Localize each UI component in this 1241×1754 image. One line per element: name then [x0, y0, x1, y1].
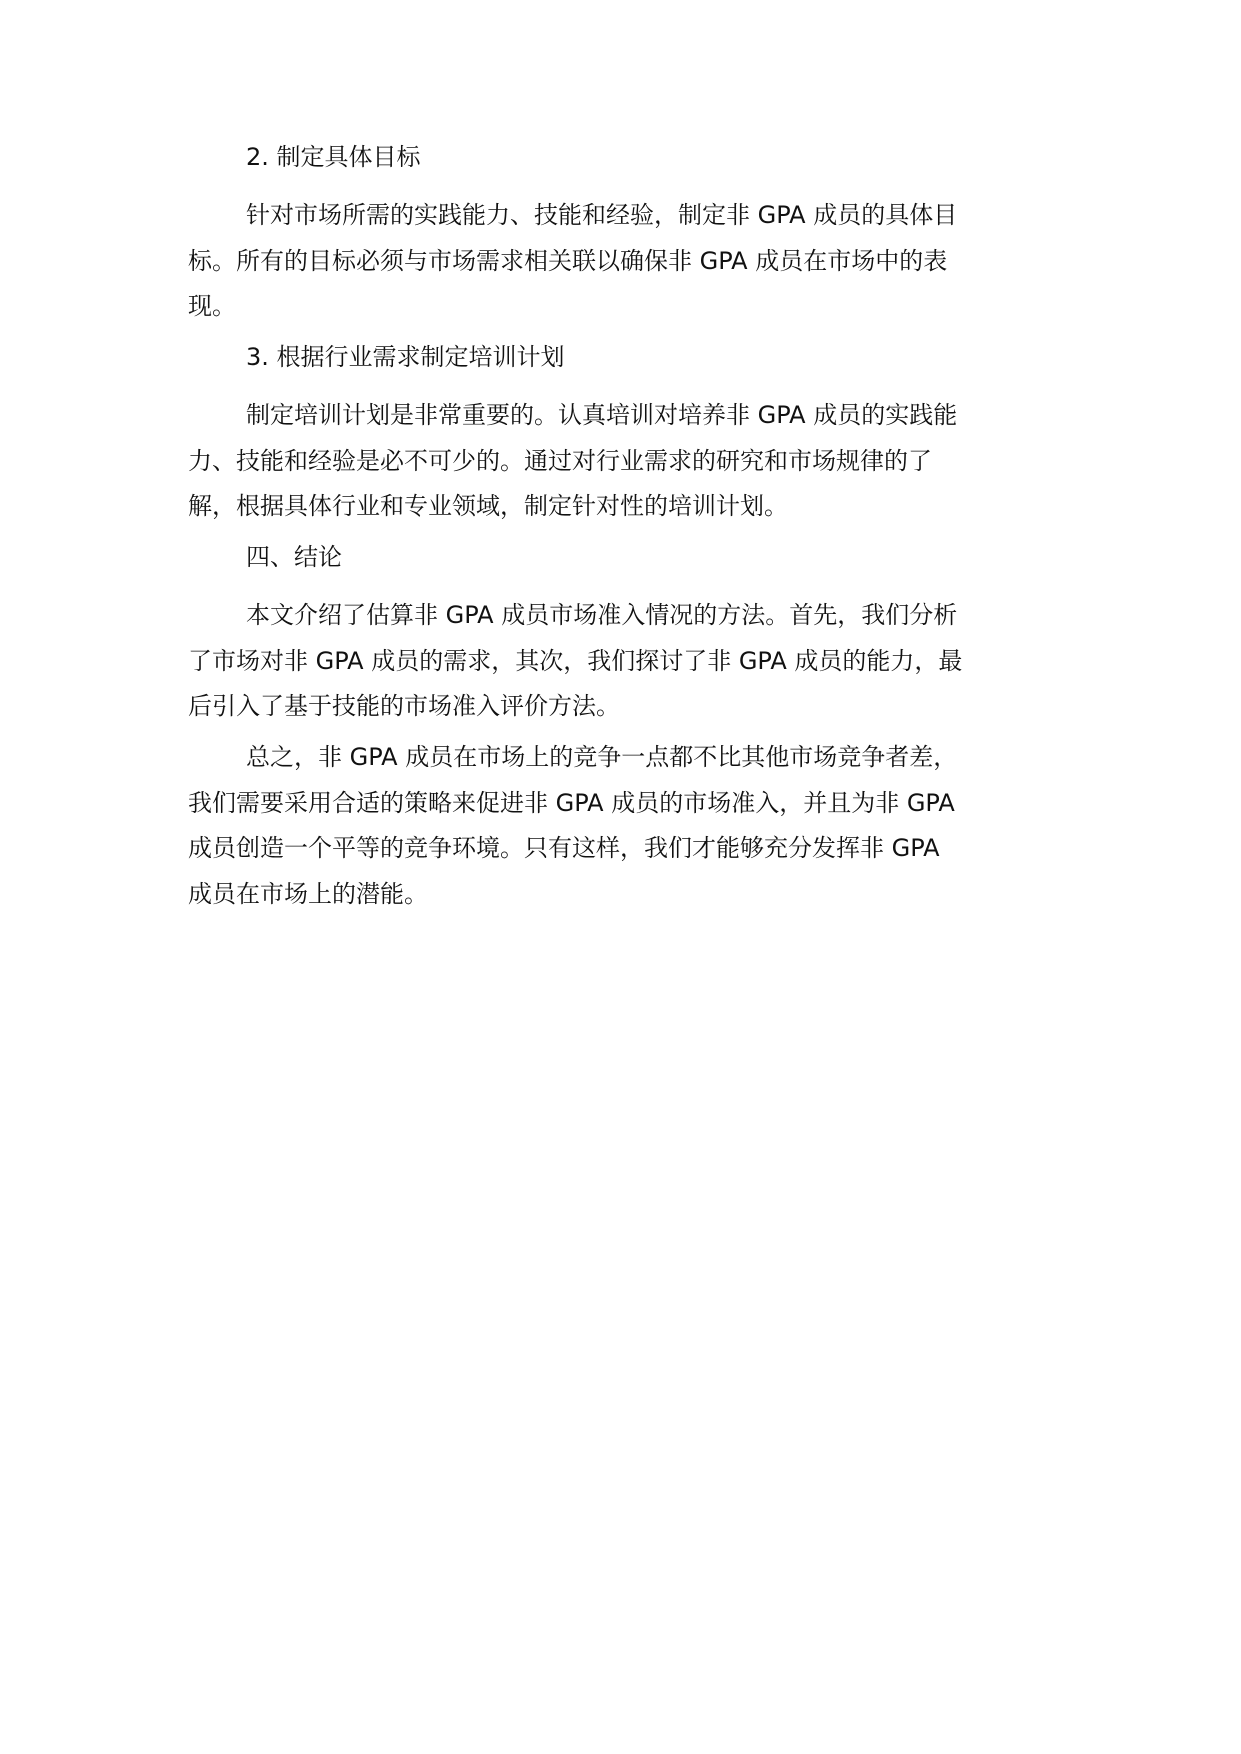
paragraph-line: 本文介绍了估算非 GPA 成员市场准入情况的方法。首先，我们分析 [246, 601, 958, 629]
paragraph-line: 了市场对非 GPA 成员的需求，其次，我们探讨了非 GPA 成员的能力，最 [188, 646, 963, 675]
paragraph-line: 总之，非 GPA 成员在市场上的竞争一点都不比其他市场竞争者差， [246, 743, 958, 771]
paragraph-line: 成员创造一个平等的竞争环境。只有这样，我们才能够充分发挥非 GPA [188, 834, 940, 862]
paragraph-line: 成员在市场上的潜能。 [188, 879, 428, 908]
paragraph-line: 现。 [188, 292, 236, 320]
paragraph-line: 后引入了基于技能的市场准入评价方法。 [188, 692, 620, 720]
paragraph-line: 我们需要采用合适的策略来促进非 GPA 成员的市场准入，并且为非 GPA [188, 788, 955, 817]
paragraph-closing [188, 735, 1058, 917]
paragraph-line: 解，根据具体行业和专业领域，制定针对性的培训计划。 [188, 492, 788, 520]
paragraph-goals [188, 193, 1058, 330]
heading-text: 四、结论 [246, 543, 342, 571]
paragraph-line: 针对市场所需的实践能力、技能和经验，制定非 GPA 成员的具体目 [246, 201, 958, 229]
paragraph-training [188, 393, 1058, 530]
section-heading-conclusion [188, 535, 1058, 581]
paragraph-line: 标。所有的目标必须与市场需求相关联以确保非 GPA 成员在市场中的表 [188, 246, 948, 275]
paragraph-summary [188, 593, 1058, 730]
section-heading-3 [188, 335, 1058, 381]
section-heading-2 [188, 135, 1058, 181]
heading-text: 2. 制定具体目标 [246, 143, 421, 171]
paragraph-line: 制定培训计划是非常重要的。认真培训对培养非 GPA 成员的实践能 [246, 401, 958, 429]
heading-text: 3. 根据行业需求制定培训计划 [246, 343, 565, 371]
paragraph-line: 力、技能和经验是必不可少的。通过对行业需求的研究和市场规律的了 [188, 446, 932, 475]
